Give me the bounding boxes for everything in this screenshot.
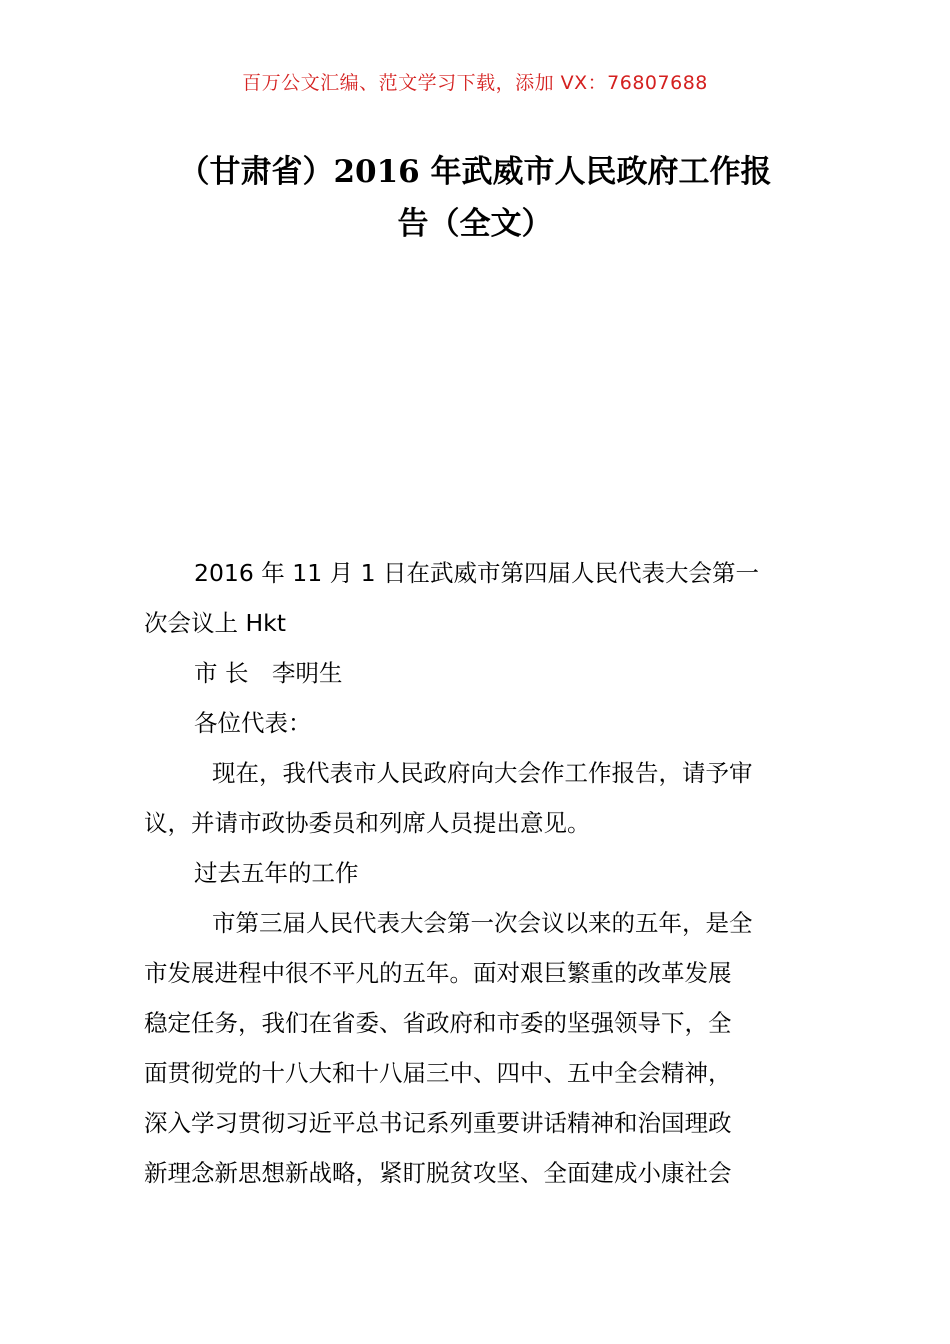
- document-title: [140, 146, 810, 250]
- body-line: 次会议上 Hkt: [144, 609, 286, 637]
- body-line: 现在，我代表市人民政府向大会作工作报告，请予审: [212, 759, 753, 787]
- body-line: 稳定任务，我们在省委、省政府和市委的坚强领导下，全: [144, 1009, 732, 1037]
- body-line: 新理念新思想新战略，紧盯脱贫攻坚、全面建成小康社会: [144, 1159, 732, 1187]
- body-line: 市发展进程中很不平凡的五年。面对艰巨繁重的改革发展: [144, 959, 732, 987]
- document-body: [144, 548, 808, 1198]
- title-line-1: （甘肃省）2016 年武威市人民政府工作报: [178, 154, 772, 190]
- title-line-2: 告（全文）: [397, 206, 553, 242]
- body-line: 各位代表：: [194, 709, 312, 737]
- body-line: 议，并请市政协委员和列席人员提出意见。: [144, 809, 591, 837]
- header-notice: 百万公文汇编、范文学习下载，添加 VX：76807688: [242, 72, 708, 94]
- body-line: 面贯彻党的十八大和十八届三中、四中、五中全会精神，: [144, 1059, 732, 1087]
- body-line: 市第三届人民代表大会第一次会议以来的五年，是全: [212, 909, 753, 937]
- body-line: 2016 年 11 月 1 日在武威市第四届人民代表大会第一: [194, 559, 760, 587]
- body-line: 市 长 李明生: [194, 659, 343, 687]
- body-line: 深入学习贯彻习近平总书记系列重要讲话精神和治国理政: [144, 1109, 732, 1137]
- body-line: 过去五年的工作: [194, 859, 359, 887]
